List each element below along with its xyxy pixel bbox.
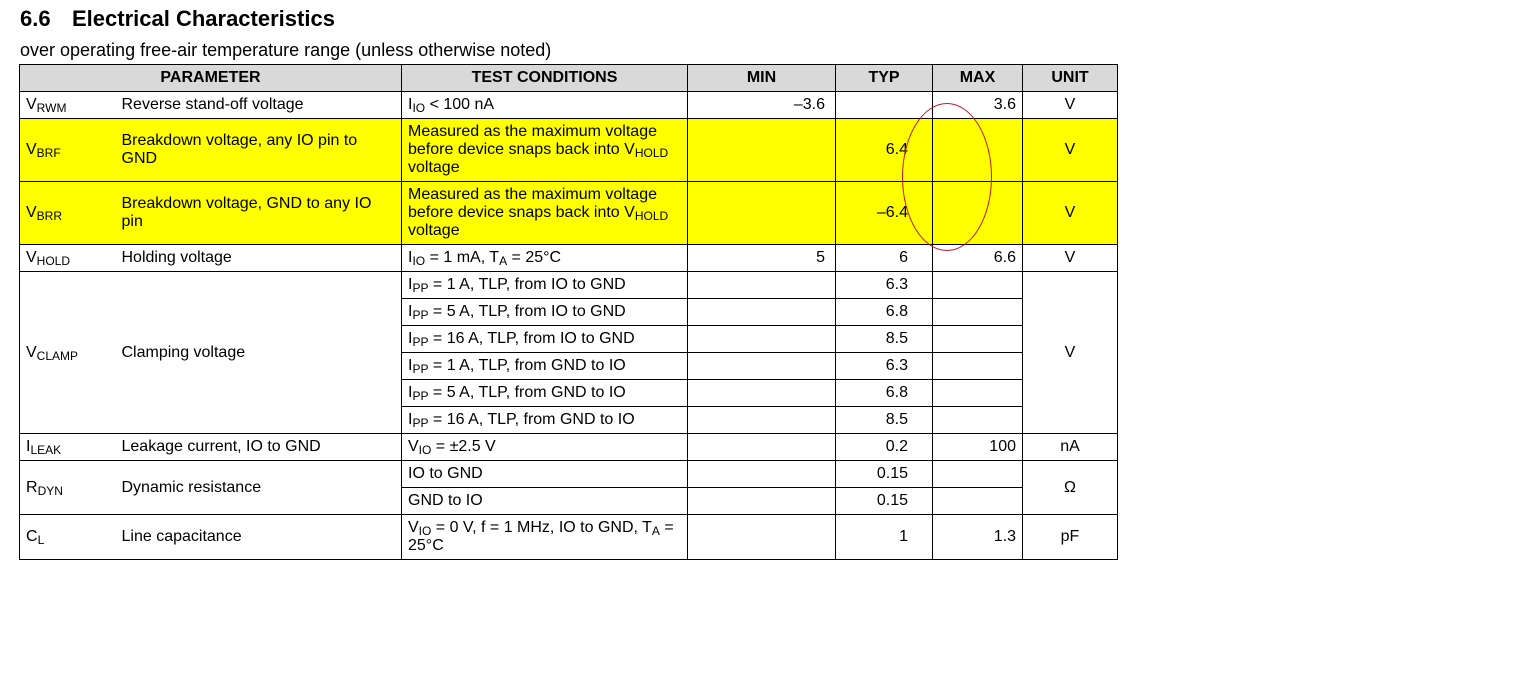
min-value bbox=[688, 299, 836, 326]
param-symbol: $R_{DYN}$ bbox=[20, 461, 116, 515]
min-value bbox=[688, 272, 836, 299]
typ-value: 6 bbox=[836, 245, 933, 272]
max-value bbox=[933, 119, 1023, 182]
header-min: MIN bbox=[688, 65, 836, 92]
section-subtitle: over operating free-air temperature range (unless otherwise noted) bbox=[20, 40, 552, 60]
typ-value: 0.15 bbox=[836, 461, 933, 488]
max-value bbox=[933, 272, 1023, 299]
param-name: Leakage current, IO to GND bbox=[116, 434, 402, 461]
test-condition: $I_{IO} = 1$ mA, $T_A = 25^\circ C$ bbox=[402, 245, 688, 272]
table-row-vhold bbox=[20, 245, 1118, 272]
header-row bbox=[20, 65, 1118, 92]
test-condition: $I_{PP} = 5$ A, TLP, from IO to GND bbox=[402, 299, 688, 326]
test-condition: $V_{IO} = 0$ V, f = 1 MHz, IO to GND, $T_A = 25^\circ C$ bbox=[402, 515, 688, 560]
max-value: 100 bbox=[933, 434, 1023, 461]
header-unit: UNIT bbox=[1023, 65, 1118, 92]
unit-value: pF bbox=[1023, 515, 1118, 560]
param-name: Holding voltage bbox=[116, 245, 402, 272]
param-symbol: $V_{RWM}$ bbox=[20, 92, 116, 119]
unit-value: Ω bbox=[1023, 461, 1118, 515]
param-name: Reverse stand-off voltage bbox=[116, 92, 402, 119]
table-row-cl bbox=[20, 515, 1118, 560]
param-symbol: $V_{CLAMP}$ bbox=[20, 272, 116, 434]
unit-value: V bbox=[1023, 245, 1118, 272]
table-row-rdyn bbox=[20, 461, 1118, 488]
test-condition: $I_{IO} < 100$ nA bbox=[402, 92, 688, 119]
unit-value: nA bbox=[1023, 434, 1118, 461]
table-row-vclamp bbox=[20, 272, 1118, 299]
table-row-vrwm bbox=[20, 92, 1118, 119]
unit-value: V bbox=[1023, 119, 1118, 182]
typ-value: 6.3 bbox=[836, 272, 933, 299]
test-condition: Measured as the maximum voltage before device snaps back into $V_{HOLD}$ voltage bbox=[402, 119, 688, 182]
min-value bbox=[688, 119, 836, 182]
typ-value: 6.4 bbox=[836, 119, 933, 182]
max-value bbox=[933, 353, 1023, 380]
param-symbol: $V_{HOLD}$ bbox=[20, 245, 116, 272]
test-condition: $I_{PP} = 16$ A, TLP, from GND to IO bbox=[402, 407, 688, 434]
test-condition: Measured as the maximum voltage before device snaps back into $V_{HOLD}$ voltage bbox=[402, 182, 688, 245]
header-parameter: PARAMETER bbox=[20, 65, 402, 92]
typ-value: 6.3 bbox=[836, 353, 933, 380]
max-value: 1.3 bbox=[933, 515, 1023, 560]
header-typ: TYP bbox=[836, 65, 933, 92]
param-symbol: $C_L$ bbox=[20, 515, 116, 560]
min-value bbox=[688, 380, 836, 407]
typ-value bbox=[836, 92, 933, 119]
min-value bbox=[688, 353, 836, 380]
test-condition: $V_{IO} = \pm 2.5$ V bbox=[402, 434, 688, 461]
header-max: MAX bbox=[933, 65, 1023, 92]
min-value bbox=[688, 182, 836, 245]
section-heading bbox=[20, 6, 335, 32]
typ-value: 0.2 bbox=[836, 434, 933, 461]
min-value: 5 bbox=[688, 245, 836, 272]
min-value bbox=[688, 515, 836, 560]
max-value: 3.6 bbox=[933, 92, 1023, 119]
test-condition: GND to IO bbox=[402, 488, 688, 515]
param-name: Breakdown voltage, any IO pin to GND bbox=[116, 119, 402, 182]
param-symbol: $V_{BRF}$ bbox=[20, 119, 116, 182]
param-name: Dynamic resistance bbox=[116, 461, 402, 515]
max-value bbox=[933, 407, 1023, 434]
typ-value: 8.5 bbox=[836, 407, 933, 434]
table-row-vbrr bbox=[20, 182, 1118, 245]
param-symbol: $I_{LEAK}$ bbox=[20, 434, 116, 461]
max-value bbox=[933, 380, 1023, 407]
test-condition: $I_{PP} = 1$ A, TLP, from GND to IO bbox=[402, 353, 688, 380]
max-value bbox=[933, 488, 1023, 515]
section-title: Electrical Characteristics bbox=[72, 6, 335, 31]
unit-value: V bbox=[1023, 182, 1118, 245]
table-row-vbrf bbox=[20, 119, 1118, 182]
typ-value: 6.8 bbox=[836, 299, 933, 326]
typ-value: 6.8 bbox=[836, 380, 933, 407]
section-number: 6.6 bbox=[20, 6, 51, 31]
min-value bbox=[688, 407, 836, 434]
test-condition: $I_{PP} = 5$ A, TLP, from GND to IO bbox=[402, 380, 688, 407]
max-value bbox=[933, 461, 1023, 488]
param-name: Clamping voltage bbox=[116, 272, 402, 434]
param-name: Breakdown voltage, GND to any IO pin bbox=[116, 182, 402, 245]
min-value bbox=[688, 434, 836, 461]
param-name: Line capacitance bbox=[116, 515, 402, 560]
table-row-ileak bbox=[20, 434, 1118, 461]
min-value bbox=[688, 461, 836, 488]
max-value bbox=[933, 326, 1023, 353]
typ-value: 1 bbox=[836, 515, 933, 560]
max-value: 6.6 bbox=[933, 245, 1023, 272]
min-value bbox=[688, 488, 836, 515]
max-value bbox=[933, 299, 1023, 326]
min-value: –3.6 bbox=[688, 92, 836, 119]
max-value bbox=[933, 182, 1023, 245]
header-test-conditions: TEST CONDITIONS bbox=[402, 65, 688, 92]
electrical-characteristics-table bbox=[19, 64, 1118, 560]
test-condition: IO to GND bbox=[402, 461, 688, 488]
unit-value: V bbox=[1023, 272, 1118, 434]
param-symbol: $V_{BRR}$ bbox=[20, 182, 116, 245]
typ-value: 8.5 bbox=[836, 326, 933, 353]
test-condition: $I_{PP} = 16$ A, TLP, from IO to GND bbox=[402, 326, 688, 353]
min-value bbox=[688, 326, 836, 353]
test-condition: $I_{PP} = 1$ A, TLP, from IO to GND bbox=[402, 272, 688, 299]
typ-value: 0.15 bbox=[836, 488, 933, 515]
typ-value: –6.4 bbox=[836, 182, 933, 245]
unit-value: V bbox=[1023, 92, 1118, 119]
